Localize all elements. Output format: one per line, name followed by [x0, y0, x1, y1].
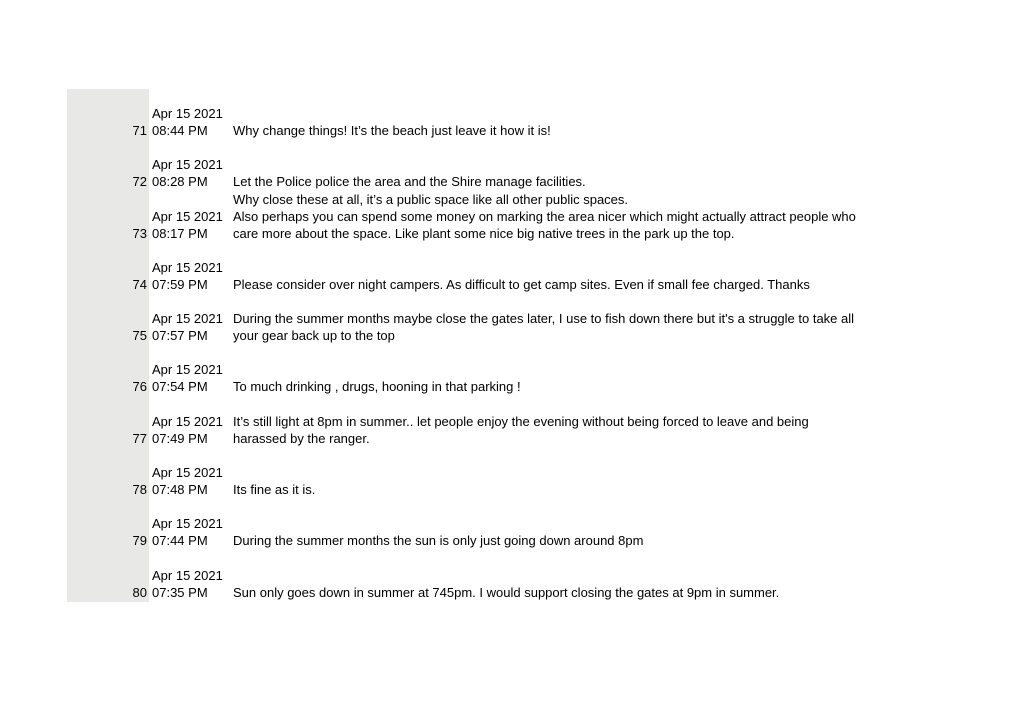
response-number: 80	[132, 584, 147, 600]
response-text: To much drinking , drugs, hooning in that parking !	[233, 379, 521, 395]
response-date: Apr 15 2021	[152, 362, 223, 378]
response-number: 73	[132, 225, 147, 241]
response-time: 07:48 PM	[152, 482, 208, 498]
response-row	[67, 243, 967, 294]
response-row	[67, 294, 967, 345]
response-time: 08:17 PM	[152, 225, 208, 241]
response-date: Apr 15 2021	[152, 413, 223, 429]
response-date: Apr 15 2021	[152, 465, 223, 481]
response-row	[67, 551, 967, 602]
response-time: 07:54 PM	[152, 379, 208, 395]
response-row	[67, 448, 967, 499]
response-text: During the summer months the sun is only just going down around 8pm	[233, 533, 644, 549]
response-time: 07:49 PM	[152, 430, 208, 446]
response-time: 07:57 PM	[152, 328, 208, 344]
response-number: 71	[132, 123, 147, 138]
response-text: Sun only goes down in summer at 745pm. I would support closing the gates at 9pm in summer.	[233, 584, 780, 600]
response-row	[67, 397, 967, 448]
response-row	[67, 140, 967, 191]
response-text: Let the Police police the area and the Shire manage facilities.	[233, 174, 586, 190]
response-number: 75	[132, 328, 147, 344]
response-number: 79	[132, 533, 147, 549]
response-number: 77	[132, 430, 147, 446]
response-row	[67, 192, 967, 243]
response-time: 07:44 PM	[152, 533, 208, 549]
response-text: It’s still light at 8pm in summer.. let people enjoy the evening without being forced to leave and being harassed by the ranger.	[233, 413, 809, 446]
response-time: 08:44 PM	[152, 123, 208, 138]
response-date: Apr 15 2021	[152, 311, 223, 327]
response-row	[67, 499, 967, 550]
response-number: 74	[132, 276, 147, 292]
response-number: 78	[132, 482, 147, 498]
response-date: Apr 15 2021	[152, 106, 223, 121]
response-date: Apr 15 2021	[152, 157, 223, 173]
response-number: 76	[132, 379, 147, 395]
response-row	[67, 345, 967, 396]
response-text: Why close these at all, it’s a public space like all other public spaces. Also perhaps you can spend some money on marking the area nicer which might actually attract people who care more about the space. Like plant some nice big native trees in the park up the top.	[233, 191, 856, 241]
response-text: Its fine as it is.	[233, 482, 316, 498]
response-time: 07:35 PM	[152, 584, 208, 600]
response-date: Apr 15 2021	[152, 567, 223, 583]
response-date: Apr 15 2021	[152, 259, 223, 275]
response-date: Apr 15 2021	[152, 516, 223, 532]
response-text: Please consider over night campers. As difficult to get camp sites. Even if small fee charged. Thanks	[233, 276, 810, 292]
response-number: 72	[132, 174, 147, 190]
response-text: Why change things! It’s the beach just leave it how it is!	[233, 123, 551, 138]
response-time: 08:28 PM	[152, 174, 208, 190]
response-list	[67, 89, 967, 602]
response-text: During the summer months maybe close the gates later, I use to fish down there but it's a struggle to take all your gear back up to the top	[233, 311, 855, 344]
response-date: Apr 15 2021	[152, 208, 223, 224]
response-row	[67, 89, 967, 140]
response-time: 07:59 PM	[152, 276, 208, 292]
